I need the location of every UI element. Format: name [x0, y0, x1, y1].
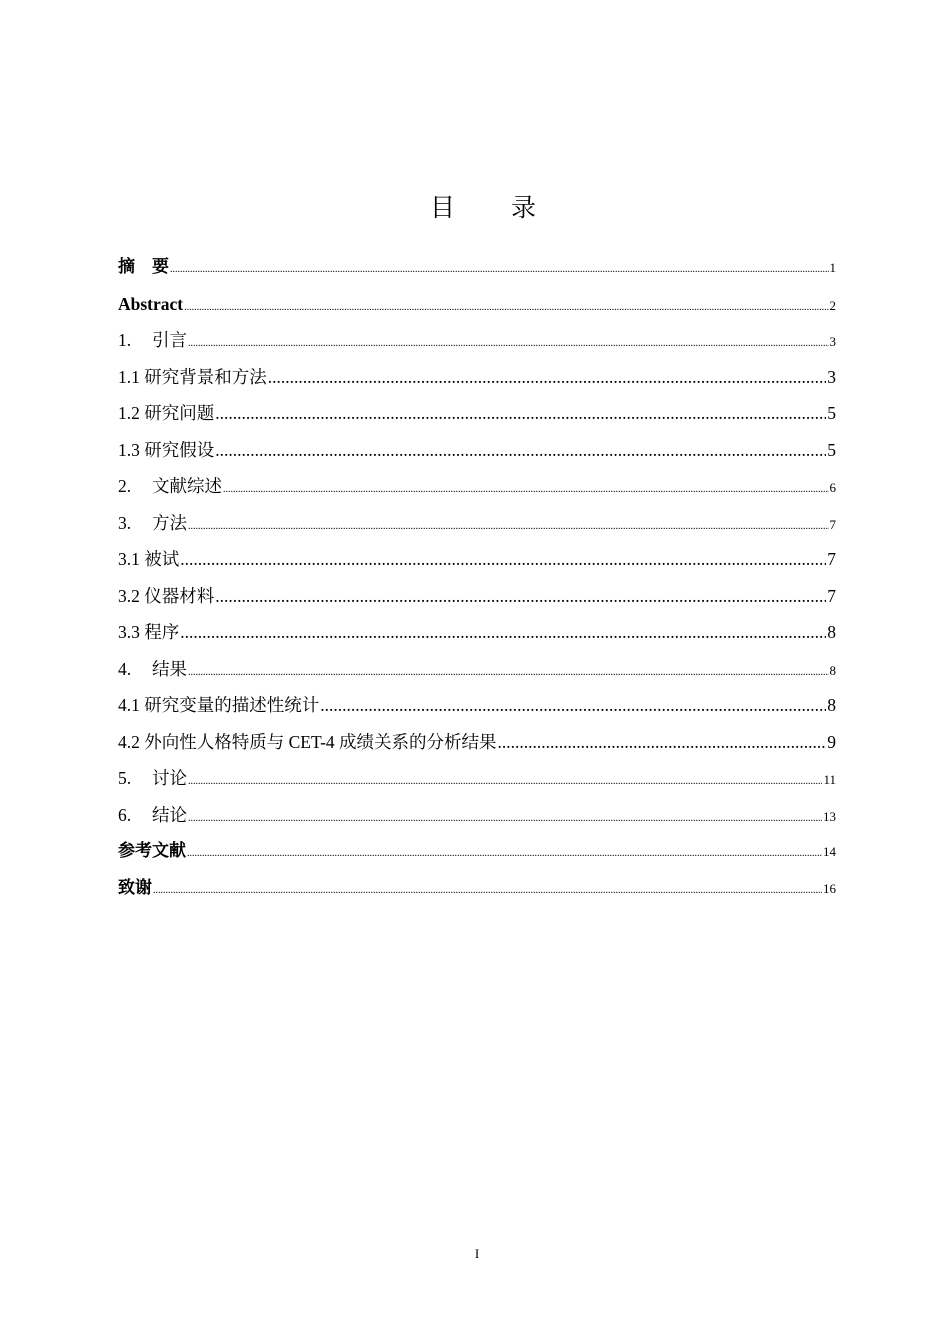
toc-page-number: 5	[827, 403, 836, 423]
toc-entry-section-1-2[interactable]	[118, 395, 836, 432]
toc-entry-chapter-3[interactable]	[118, 505, 836, 542]
toc-entry-acknowledgements[interactable]	[118, 870, 836, 907]
toc-entry-section-3-1[interactable]	[118, 541, 836, 578]
toc-entry-label	[118, 468, 222, 504]
toc-page-number: 7	[829, 516, 836, 532]
toc-chapter-title: 结论	[152, 804, 187, 825]
toc-leader-dots	[188, 764, 822, 800]
table-of-contents	[118, 249, 836, 906]
toc-page-number: 6	[829, 480, 836, 495]
toc-chapter-number: 1.	[118, 330, 132, 350]
toc-entry-chapter-5[interactable]	[118, 760, 836, 797]
toc-leader-dots	[187, 836, 822, 872]
toc-leader-dots	[188, 801, 822, 837]
toc-page-number: 11	[823, 772, 836, 787]
toc-page-number: 5	[827, 439, 836, 460]
toc-entry-label: 3.1 被试	[118, 549, 180, 569]
toc-chapter-title: 结果	[152, 658, 187, 679]
toc-chapter-title: 引言	[152, 330, 187, 350]
toc-entry-label: Abstract	[118, 293, 184, 314]
toc-entry-abstract-cn[interactable]	[118, 249, 836, 286]
toc-leader-dots	[320, 687, 826, 723]
toc-entry-label: 1.1 研究背景和方法	[118, 366, 267, 387]
toc-leader-dots	[170, 252, 829, 288]
toc-chapter-number: 4.	[118, 658, 132, 679]
toc-entry-chapter-2[interactable]	[118, 468, 836, 505]
toc-entry-label: 1.3 研究假设	[118, 439, 215, 460]
toc-entry-label: 摘 要	[118, 257, 169, 277]
toc-leader-dots	[215, 578, 826, 614]
toc-entry-section-1-3[interactable]	[118, 432, 836, 469]
toc-entry-label	[118, 651, 187, 687]
toc-leader-dots	[184, 290, 828, 326]
toc-title: 目 录	[430, 193, 560, 222]
toc-entry-label: 致谢	[118, 877, 152, 898]
toc-entry-label: 4.1 研究变量的描述性统计	[118, 695, 320, 715]
toc-entry-chapter-1[interactable]	[118, 322, 836, 359]
toc-leader-dots	[215, 395, 826, 431]
toc-entry-label	[118, 760, 187, 796]
toc-entry-references[interactable]	[118, 833, 836, 870]
toc-page-number: 14	[823, 844, 836, 859]
toc-page-number: 8	[827, 695, 836, 715]
toc-chapter-number: 3.	[118, 512, 132, 533]
toc-page-number: 8	[827, 622, 836, 642]
toc-entry-section-4-1[interactable]	[118, 687, 836, 724]
toc-leader-dots	[268, 359, 827, 395]
toc-page-number: 3	[829, 334, 836, 349]
toc-page-number: 7	[827, 549, 836, 569]
toc-leader-dots	[188, 326, 829, 362]
toc-entry-label	[118, 797, 187, 833]
toc-entry-label	[118, 505, 187, 541]
toc-entry-section-3-3[interactable]	[118, 614, 836, 651]
toc-chapter-number: 5.	[118, 768, 132, 788]
toc-entry-abstract-en[interactable]	[118, 286, 836, 323]
toc-entry-section-1-1[interactable]	[118, 359, 836, 396]
toc-entry-chapter-4[interactable]	[118, 651, 836, 688]
page-number-footer: I	[474, 1246, 480, 1261]
toc-entry-label: 1.2 研究问题	[118, 403, 215, 423]
toc-entry-label	[118, 322, 187, 358]
toc-page-number: 2	[829, 297, 836, 313]
toc-entry-label: 3.3 程序	[118, 622, 180, 642]
toc-chapter-number: 2.	[118, 476, 132, 496]
toc-page-number: 3	[827, 366, 836, 387]
toc-leader-dots	[215, 432, 826, 468]
toc-page-number: 13	[823, 808, 836, 824]
toc-page-number: 1	[829, 260, 836, 275]
toc-leader-dots	[188, 655, 829, 691]
toc-chapter-title: 文献综述	[152, 476, 222, 496]
toc-leader-dots	[188, 509, 829, 545]
toc-page-number: 16	[823, 880, 836, 896]
toc-entry-label: 4.2 外向性人格特质与 CET-4 成绩关系的分析结果	[118, 731, 497, 752]
toc-page-number: 9	[827, 731, 836, 752]
toc-chapter-number: 6.	[118, 804, 132, 825]
toc-leader-dots	[498, 724, 827, 760]
toc-leader-dots	[223, 472, 829, 508]
toc-entry-label: 参考文献	[118, 841, 186, 861]
toc-entry-chapter-6[interactable]	[118, 797, 836, 834]
toc-chapter-title: 方法	[152, 512, 187, 533]
toc-leader-dots	[180, 614, 826, 650]
toc-leader-dots	[180, 541, 826, 577]
toc-entry-label: 3.2 仪器材料	[118, 585, 215, 606]
toc-page-number: 8	[829, 662, 836, 678]
toc-leader-dots	[153, 873, 822, 909]
toc-entry-section-3-2[interactable]	[118, 578, 836, 615]
toc-entry-section-4-2[interactable]	[118, 724, 836, 761]
toc-page-number: 7	[827, 585, 836, 606]
toc-chapter-title: 讨论	[152, 768, 187, 788]
